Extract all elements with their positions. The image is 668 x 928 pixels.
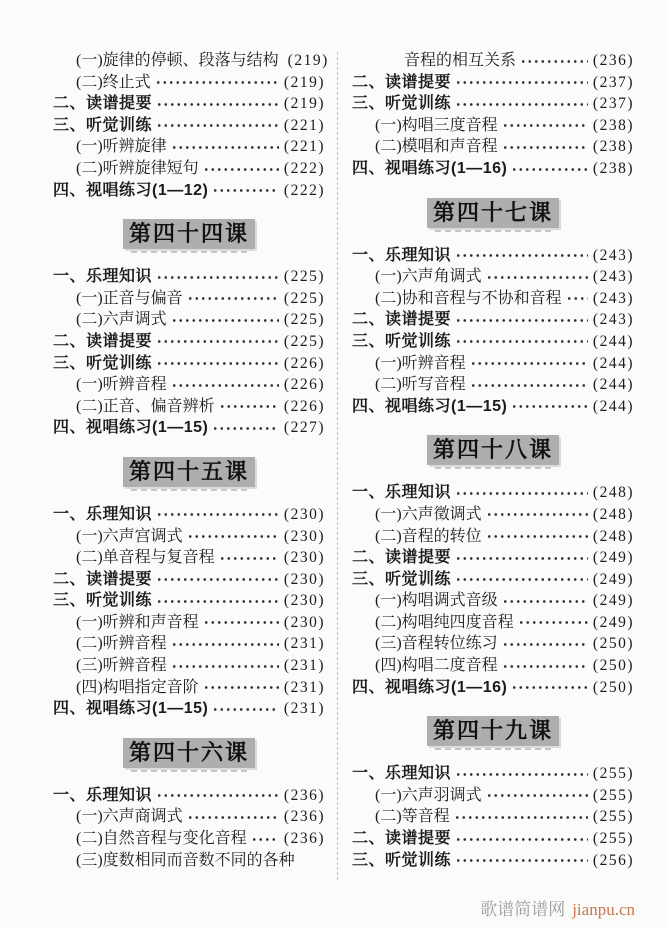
toc-entry	[53, 612, 325, 634]
entry-title: (一)六声徵调式	[375, 505, 482, 523]
toc-entry	[352, 158, 634, 180]
dot-leader	[171, 655, 279, 677]
page-number: (243)	[592, 246, 634, 264]
entry-title: (一)听辨旋律	[76, 138, 167, 156]
page-number: (248)	[592, 484, 634, 502]
toc-entry	[53, 115, 325, 137]
dot-leader	[219, 396, 279, 418]
dot-leader	[518, 612, 588, 634]
page-number: (230)	[283, 549, 325, 567]
toc-entry	[53, 374, 325, 396]
dot-leader	[156, 504, 279, 526]
watermark-site-url: jianpu.cn	[572, 900, 635, 919]
dot-leader	[156, 266, 279, 288]
dot-leader	[455, 331, 588, 353]
toc-entry	[53, 806, 325, 828]
page-number: (231)	[283, 678, 325, 696]
toc-entry	[352, 309, 634, 331]
entry-title: (二)听写音程	[375, 376, 466, 394]
page-number: (249)	[592, 570, 634, 588]
toc-entry	[352, 50, 634, 72]
dot-leader	[502, 590, 588, 612]
page-number: (243)	[592, 289, 634, 307]
page-number: (230)	[283, 505, 325, 523]
dot-leader	[203, 677, 279, 699]
dot-leader	[171, 136, 279, 158]
page-number: (219)	[283, 95, 325, 113]
dot-leader	[455, 547, 588, 569]
entry-title: 四、视唱练习(1—12)	[53, 181, 209, 199]
toc-entry	[352, 850, 634, 872]
toc-entry	[352, 266, 634, 288]
page-number: (255)	[592, 808, 634, 826]
dot-leader	[502, 633, 588, 655]
dot-leader	[171, 633, 279, 655]
page-number: (222)	[283, 181, 325, 199]
entry-title: 二、读谱提要	[53, 570, 153, 588]
toc-entry	[352, 785, 634, 807]
entry-title: 二、读谱提要	[352, 311, 452, 329]
page-number: (230)	[283, 613, 325, 631]
page-number: (255)	[592, 830, 634, 848]
toc-entry	[352, 93, 634, 115]
entry-title: (二)终止式	[76, 73, 151, 91]
toc-entry	[53, 633, 325, 655]
toc-entry	[352, 763, 634, 785]
entry-title: (四)构唱指定音阶	[76, 678, 199, 696]
dot-leader	[156, 93, 279, 115]
page-number: (243)	[592, 268, 634, 286]
dot-leader	[470, 374, 588, 396]
entry-title: (二)模唱和声音程	[375, 138, 498, 156]
entry-title: 二、读谱提要	[53, 95, 153, 113]
page-number: (230)	[283, 527, 325, 545]
page-number: (225)	[283, 332, 325, 350]
entry-title: (一)六声角调式	[375, 268, 482, 286]
toc-entry	[352, 396, 634, 418]
toc-entry	[352, 245, 634, 267]
toc-entry	[53, 353, 325, 375]
toc-entry	[53, 331, 325, 353]
page-number: (219)	[283, 73, 325, 91]
entry-title: (一)六声宫调式	[76, 527, 183, 545]
entry-title: 四、视唱练习(1—15)	[53, 700, 209, 718]
entry-title: 二、读谱提要	[352, 549, 452, 567]
page-number: (225)	[283, 311, 325, 329]
lesson-heading-text: 第四十六课	[123, 738, 255, 768]
page-number: (249)	[592, 592, 634, 610]
page-number: (230)	[283, 592, 325, 610]
dot-leader	[486, 526, 588, 548]
entry-title: (二)构唱纯四度音程	[375, 613, 514, 631]
page-number: (225)	[283, 268, 325, 286]
watermark	[480, 900, 635, 920]
page-number: (244)	[592, 397, 634, 415]
page-number: (231)	[283, 657, 325, 675]
entry-title: 四、视唱练习(1—16)	[352, 678, 508, 696]
dot-leader	[156, 569, 279, 591]
toc-entry	[352, 526, 634, 548]
entry-title: 二、读谱提要	[352, 73, 452, 91]
entry-title: (一)六声羽调式	[375, 786, 482, 804]
toc-entry	[352, 806, 634, 828]
column-divider	[337, 52, 338, 880]
dot-leader	[155, 72, 279, 94]
dot-leader	[203, 612, 279, 634]
toc-entry	[352, 115, 634, 137]
dot-leader	[455, 569, 588, 591]
entry-title: (二)协和音程与不协和音程	[375, 289, 562, 307]
entry-title: 一、乐理知识	[352, 484, 452, 502]
entry-title: 一、乐理知识	[53, 786, 153, 804]
entry-title: 二、读谱提要	[352, 830, 452, 848]
dot-leader	[502, 136, 588, 158]
page-number: (231)	[283, 635, 325, 653]
dot-leader	[156, 115, 279, 137]
dot-leader	[470, 353, 588, 375]
dot-leader	[212, 180, 279, 202]
dot-leader	[455, 309, 588, 331]
entry-title: 二、读谱提要	[53, 332, 153, 350]
dot-leader	[511, 158, 588, 180]
toc-entry	[352, 72, 634, 94]
page-number: (221)	[283, 138, 325, 156]
entry-title: 三、听觉训练	[352, 95, 452, 113]
entry-title: 一、乐理知识	[53, 268, 153, 286]
dot-leader	[156, 353, 279, 375]
entry-title: (四)构唱二度音程	[375, 657, 498, 675]
entry-title: 一、乐理知识	[352, 765, 452, 783]
dot-leader	[455, 72, 588, 94]
lesson-heading-text: 第四十九课	[427, 716, 559, 746]
page-number: (250)	[592, 657, 634, 675]
entry-title: 三、听觉训练	[352, 332, 452, 350]
page-number: (226)	[283, 354, 325, 372]
page-number: (255)	[592, 765, 634, 783]
entry-title: (二)正音、偏音辨析	[76, 397, 215, 415]
entry-title: (二)听辨音程	[76, 635, 167, 653]
entry-title: 一、乐理知识	[352, 246, 452, 264]
page-number: (248)	[592, 505, 634, 523]
page-number: (237)	[592, 95, 634, 113]
page-number: (244)	[592, 376, 634, 394]
toc-column-left	[53, 50, 329, 871]
entry-title: (一)构唱调式音级	[375, 592, 498, 610]
entry-title: (二)自然音程与变化音程	[76, 830, 247, 848]
toc-entry	[352, 353, 634, 375]
dot-leader	[455, 828, 588, 850]
toc-entry	[53, 698, 325, 720]
toc-entry	[352, 331, 634, 353]
dot-leader	[455, 93, 588, 115]
toc-entry	[53, 417, 325, 439]
toc-entry	[352, 828, 634, 850]
dot-leader	[212, 698, 279, 720]
toc-entry	[53, 309, 325, 331]
entry-title: (三)度数相同而音数不同的各种	[76, 851, 295, 869]
dot-leader	[455, 482, 588, 504]
lesson-heading	[53, 738, 325, 770]
page-number: (227)	[283, 419, 325, 437]
dot-leader	[212, 417, 279, 439]
dot-leader	[486, 785, 588, 807]
dot-leader	[187, 288, 279, 310]
toc-entry	[53, 93, 325, 115]
lesson-heading	[352, 198, 634, 230]
entry-title: (二)音程的转位	[375, 527, 482, 545]
entry-title: (三)音程转位练习	[375, 635, 498, 653]
lesson-heading-text: 第四十七课	[427, 198, 559, 228]
dot-leader	[511, 677, 588, 699]
page-number: (231)	[283, 700, 325, 718]
dot-leader	[187, 526, 279, 548]
page-number: (238)	[592, 159, 634, 177]
entry-title: 一、乐理知识	[53, 505, 153, 523]
entry-title: (一)听辨音程	[76, 376, 167, 394]
dot-leader	[502, 655, 588, 677]
dot-leader	[454, 806, 588, 828]
toc-entry	[352, 633, 634, 655]
lesson-heading-text: 第四十四课	[123, 219, 255, 249]
page-number: (249)	[592, 613, 634, 631]
dot-leader	[486, 504, 588, 526]
entry-title: 四、视唱练习(1—16)	[352, 159, 508, 177]
page-number: (244)	[592, 332, 634, 350]
page-number: (226)	[283, 397, 325, 415]
lesson-heading	[53, 219, 325, 251]
toc-entry	[53, 180, 325, 202]
dot-leader	[171, 374, 279, 396]
toc-entry	[352, 677, 634, 699]
page-number: (248)	[592, 527, 634, 545]
toc-entry	[352, 547, 634, 569]
dot-leader	[520, 50, 588, 72]
dot-leader	[502, 115, 588, 137]
page-number: (225)	[283, 289, 325, 307]
entry-title: (二)等音程	[375, 808, 450, 826]
toc-entry	[352, 374, 634, 396]
page-number: (230)	[283, 570, 325, 588]
lesson-heading	[352, 435, 634, 467]
dot-leader	[187, 806, 279, 828]
entry-title: (二)六声调式	[76, 311, 167, 329]
page-number: (238)	[592, 138, 634, 156]
entry-title: (二)听辨旋律短句	[76, 159, 199, 177]
entry-title: (一)六声商调式	[76, 808, 183, 826]
dot-leader	[156, 785, 279, 807]
page-number: (236)	[283, 830, 325, 848]
entry-title: 三、听觉训练	[53, 592, 153, 610]
entry-title: (二)单音程与复音程	[76, 549, 215, 567]
dot-leader	[171, 309, 279, 331]
lesson-heading-text: 第四十五课	[123, 457, 255, 487]
toc-entry	[352, 136, 634, 158]
dot-leader	[203, 158, 279, 180]
toc-entry	[53, 158, 325, 180]
watermark-site-name: 歌谱简谱网	[480, 900, 566, 919]
page-number: (236)	[283, 786, 325, 804]
lesson-heading	[352, 716, 634, 748]
entry-title: (三)听辨音程	[76, 657, 167, 675]
page-number: (244)	[592, 354, 634, 372]
toc-entry	[53, 547, 325, 569]
dot-leader	[251, 828, 279, 850]
toc-entry	[53, 785, 325, 807]
dot-leader	[156, 590, 279, 612]
page-number: (238)	[592, 116, 634, 134]
dot-leader	[511, 396, 588, 418]
toc-entry	[53, 72, 325, 94]
page-number: (236)	[592, 52, 634, 69]
page-number: (237)	[592, 73, 634, 91]
dot-leader	[455, 763, 588, 785]
lesson-heading	[53, 457, 325, 489]
page-number: (249)	[592, 549, 634, 567]
dot-leader	[486, 266, 588, 288]
toc-entry	[53, 288, 325, 310]
toc-entry	[352, 504, 634, 526]
lesson-heading-text: 第四十八课	[427, 435, 559, 465]
toc-entry	[53, 590, 325, 612]
entry-title: 三、听觉训练	[53, 116, 153, 134]
toc-entry	[53, 526, 325, 548]
toc-entry	[53, 136, 325, 158]
toc-entry	[352, 482, 634, 504]
entry-title: (一)正音与偏音	[76, 289, 183, 307]
toc-column-right	[352, 50, 634, 871]
toc-entry	[53, 828, 325, 850]
entry-title: 三、听觉训练	[53, 354, 153, 372]
page-number: (243)	[592, 311, 634, 329]
toc-entry	[352, 655, 634, 677]
page-number: (221)	[283, 116, 325, 134]
toc-entry	[53, 569, 325, 591]
page-number: (250)	[592, 678, 634, 696]
entry-title: 三、听觉训练	[352, 851, 452, 869]
page-number: (226)	[283, 376, 325, 394]
toc-entry	[53, 50, 329, 72]
page-number: (236)	[283, 808, 325, 826]
entry-title: 音程的相互关系	[404, 52, 517, 69]
entry-title: (一)旋律的停顿、段落与结构	[76, 52, 279, 69]
page-number: (222)	[283, 159, 325, 177]
page-number: (250)	[592, 635, 634, 653]
page-number: (219)	[287, 52, 329, 69]
page-number: (255)	[592, 786, 634, 804]
dot-leader	[566, 288, 588, 310]
entry-title: 三、听觉训练	[352, 570, 452, 588]
toc-entry	[53, 504, 325, 526]
dot-leader	[219, 547, 279, 569]
page-number: (256)	[592, 851, 634, 869]
toc-entry	[352, 612, 634, 634]
entry-title: 四、视唱练习(1—15)	[53, 419, 209, 437]
toc-entry	[53, 850, 325, 872]
toc-entry	[53, 396, 325, 418]
entry-title: (一)听辨音程	[375, 354, 466, 372]
toc-entry	[53, 655, 325, 677]
dot-leader	[455, 245, 588, 267]
entry-title: (一)听辨和声音程	[76, 613, 199, 631]
toc-entry	[352, 288, 634, 310]
toc-entry	[53, 677, 325, 699]
dot-leader	[455, 850, 588, 872]
dot-leader	[156, 331, 279, 353]
toc-entry	[352, 569, 634, 591]
toc-entry	[53, 266, 325, 288]
entry-title: (一)构唱三度音程	[375, 116, 498, 134]
toc-entry	[352, 590, 634, 612]
entry-title: 四、视唱练习(1—15)	[352, 397, 508, 415]
